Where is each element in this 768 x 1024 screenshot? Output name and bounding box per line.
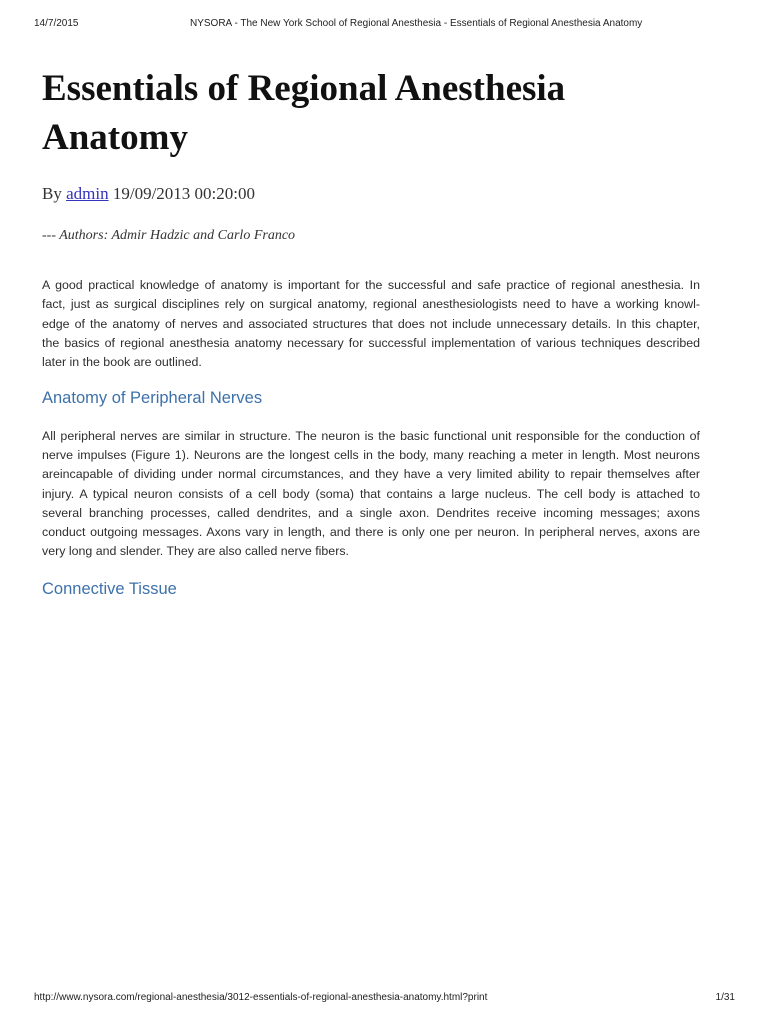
paragraph-line: nerve impulses (Figure 1). Neurons are the longest cells in the body, many reaching a meter in length. Most neurons [42,448,700,463]
paragraph-line: A good practical knowledge of anatomy is important for the successful and safe practice of regional anesthesia. In [42,278,700,292]
article-title: Essentials of Regional Anesthesia Anatomy [42,68,566,158]
author-link[interactable]: admin [66,184,109,203]
paragraph-line: edge of the anatomy of nerves and associated structures that does not include unnecessary details. In this chapter, [42,316,700,331]
paragraph-line: several branching processes, called dendrites, and a single axon. Dendrites receive incoming messages; axons [42,505,700,520]
paragraph-line: injury. A typical neuron consists of a cell body (soma) that contains a large nucleus. The cell body is attached to [42,486,700,501]
paragraph-line: very long and slender. They are also called nerve fibers. [42,544,349,559]
paragraph-line: the basics of regional anesthesia anatomy necessary for successful implementation of various techniques described [42,335,700,350]
byline-prefix: By [42,184,62,203]
section-paragraph [42,427,700,561]
paragraph-line: conduct outgoing messages. Axons vary in length, and there is only one per neuron. In peripheral nerves, axons are [42,525,700,540]
section-heading-peripheral-nerves: Anatomy of Peripheral Nerves [42,389,263,407]
print-date: 14/7/2015 [34,18,79,29]
post-date: 19/09/2013 00:20:00 [112,184,255,203]
paragraph-line: fact, just as surgical disciplines rely on surgical anatomy, regional anesthesiologists need to have a working knowl- [42,297,700,312]
page-number: 1/31 [715,992,735,1003]
paragraph-line: areincapable of dividing under normal circumstances, and they have a very limited ability to repair themselves after [42,467,700,482]
paragraph-line: later in the book are outlined. [42,355,202,370]
intro-paragraph [42,276,700,372]
section-heading-connective-tissue: Connective Tissue [42,580,177,598]
authors-note: --- Authors: Admir Hadzic and Carlo Franco [42,228,296,243]
page-url: http://www.nysora.com/regional-anesthesia/3012-essentials-of-regional-anesthesia-anatomy.html?print [34,992,488,1003]
byline [42,183,255,205]
paragraph-line: All peripheral nerves are similar in structure. The neuron is the basic functional unit responsible for the conduction of [42,429,700,443]
print-header-title: NYSORA - The New York School of Regional Anesthesia - Essentials of Regional Anesthesia Anatomy [190,18,643,29]
